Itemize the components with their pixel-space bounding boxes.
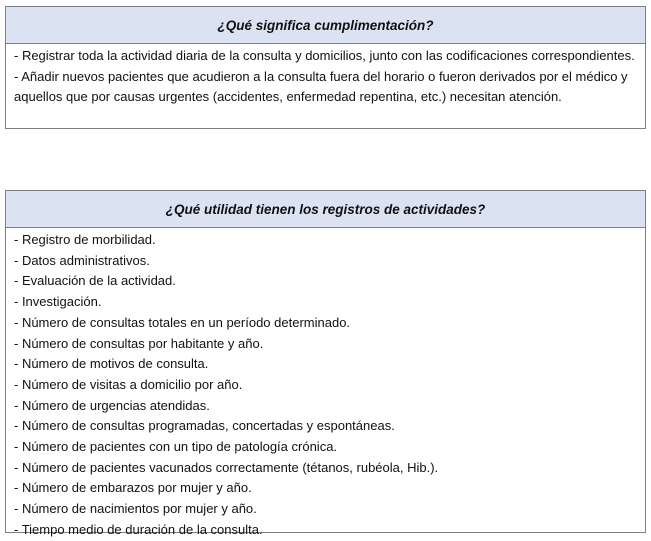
definition-table-title: ¿Qué significa cumplimentación? <box>6 7 645 44</box>
list-item: - Evaluación de la actividad. <box>14 273 176 289</box>
definition-table-body <box>6 44 645 108</box>
utility-table-body <box>6 228 645 541</box>
utility-table <box>5 190 646 537</box>
list-item: - Número de pacientes vacunados correctamente (tétanos, rubéola, Hib.). <box>14 459 439 475</box>
list-item: - Tiempo medio de duración de la consulta. <box>14 521 263 537</box>
list-item: - Número de motivos de consulta. <box>14 356 209 372</box>
list-item: - Número de visitas a domicilio por año. <box>14 376 243 392</box>
list-item: - Número de urgencias atendidas. <box>14 397 210 413</box>
utility-table-title: ¿Qué utilidad tienen los registros de actividades? <box>6 191 645 228</box>
definition-table <box>5 6 646 129</box>
list-item: - Número de pacientes con un tipo de patología crónica. <box>14 439 338 455</box>
list-item: - Número de consultas programadas, concertadas y espontáneas. <box>14 418 395 434</box>
list-item: - Número de nacimientos por mujer y año. <box>14 501 257 517</box>
list-item: - Datos administrativos. <box>14 252 150 268</box>
utility-list <box>14 230 638 541</box>
list-item: - Número de consultas totales en un período determinado. <box>14 314 351 330</box>
definition-paragraph: - Añadir nuevos pacientes que acudieron a la consulta fuera del horario o fueron derivados por el médico y aquellos que por causas urgentes (accidentes, enfermedad repentina, etc.) necesitan atención. <box>14 68 628 105</box>
list-item: - Número de consultas por habitante y año. <box>14 335 264 351</box>
definition-paragraph: - Registrar toda la actividad diaria de la consulta y domicilios, junto con las codificaciones correspondientes. <box>14 48 635 63</box>
list-item: - Registro de morbilidad. <box>14 232 156 247</box>
list-item: - Número de embarazos por mujer y año. <box>14 480 252 496</box>
list-item: - Investigación. <box>14 294 102 310</box>
